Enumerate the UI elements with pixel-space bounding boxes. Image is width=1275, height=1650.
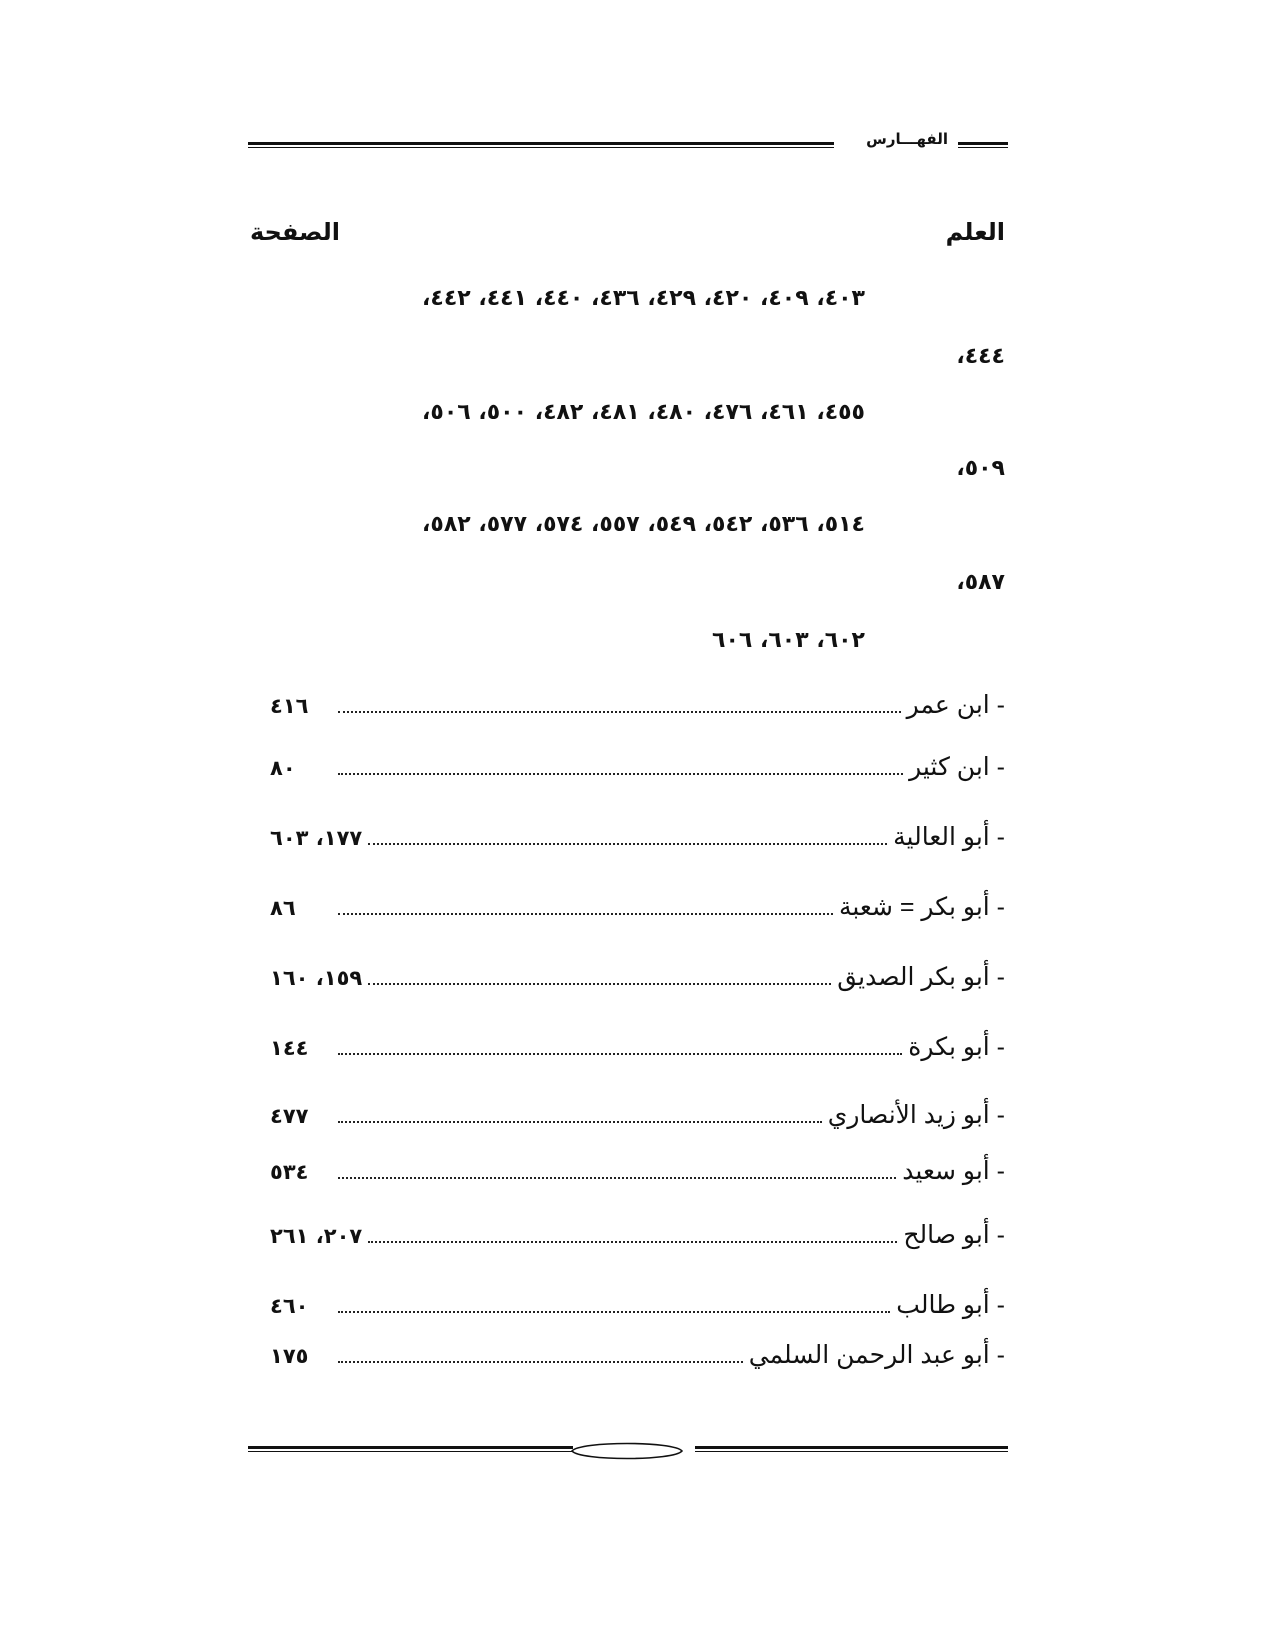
continuation-line: ٥١٤، ٥٣٦، ٥٤٢، ٥٤٩، ٥٥٧، ٥٧٤، ٥٧٧، ٥٨٢، [422, 512, 865, 537]
leader-dots [368, 843, 887, 845]
continuation-line: ٤٥٥، ٤٦١، ٤٧٦، ٤٨٠، ٤٨١، ٤٨٢، ٥٠٠، ٥٠٦، [422, 400, 865, 425]
page-number-oval [568, 1440, 686, 1462]
continuation-line: ٤٠٣، ٤٠٩، ٤٢٠، ٤٢٩، ٤٣٦، ٤٤٠، ٤٤١، ٤٤٢، [422, 286, 865, 311]
entry-pages: ١٧٥ [270, 1344, 309, 1368]
entry-name: - أبو بكر الصديق [837, 963, 1005, 991]
entry-pages: ٨٠ [270, 756, 296, 780]
index-entry [270, 1284, 1005, 1320]
index-entry [270, 816, 1005, 852]
page-column-heading: الصفحة [250, 218, 341, 246]
entry-pages: ١٧٧، ٦٠٣ [270, 826, 363, 850]
continuation-line: ٥٠٩، [956, 456, 1005, 481]
entry-pages: ١٥٩، ١٦٠ [270, 966, 363, 990]
leader-dots [338, 1121, 822, 1123]
leader-dots [338, 1361, 743, 1363]
index-entry [270, 1334, 1005, 1370]
entry-name: - أبو العالية [893, 823, 1005, 851]
entry-name: - أبو عبد الرحمن السلمي [748, 1341, 1005, 1369]
index-entry [270, 1150, 1005, 1186]
footer-ornament [248, 1440, 1008, 1464]
header-title: الفهـــارس [866, 130, 948, 148]
entry-name: - أبو بكرة [908, 1033, 1005, 1061]
continuation-line: ٥٨٧، [956, 570, 1005, 595]
entry-pages: ١٤٤ [270, 1036, 309, 1060]
header-rule-short [958, 142, 1008, 148]
index-entry [270, 684, 1005, 720]
entry-name: - أبو صالح [903, 1221, 1005, 1249]
entry-name: - ابن عمر [906, 691, 1005, 719]
leader-dots [338, 1311, 890, 1313]
leader-dots [368, 1241, 897, 1243]
name-column-heading: العلم [945, 218, 1005, 246]
leader-dots [338, 711, 901, 713]
index-entry [270, 956, 1005, 992]
index-entry [270, 1094, 1005, 1130]
entry-pages: ٤١٦ [270, 694, 309, 718]
index-entry [270, 746, 1005, 782]
footer-rule-left [248, 1446, 573, 1452]
entry-name: - أبو سعيد [902, 1157, 1005, 1185]
leader-dots [338, 773, 903, 775]
entry-name: - أبو طالب [896, 1291, 1005, 1319]
entry-pages: ٥٣٤ [270, 1160, 309, 1184]
entry-pages: ٨٦ [270, 896, 296, 920]
running-header [248, 132, 1008, 156]
entry-pages: ٤٧٧ [270, 1104, 309, 1128]
entry-pages: ٢٠٧، ٢٦١ [270, 1224, 363, 1248]
entry-name: - أبو زيد الأنصاري [827, 1101, 1005, 1129]
continuation-line: ٤٤٤، [956, 344, 1005, 369]
continuation-line: ٦٠٢، ٦٠٣، ٦٠٦ [712, 628, 865, 653]
header-rule [248, 142, 834, 148]
entry-name: - ابن كثير [909, 753, 1005, 781]
footer-rule-right [695, 1446, 1008, 1452]
entry-pages: ٤٦٠ [270, 1294, 309, 1318]
leader-dots [338, 1053, 902, 1055]
index-entry [270, 1214, 1005, 1250]
leader-dots [338, 1177, 896, 1179]
index-entry [270, 1026, 1005, 1062]
index-entry [270, 886, 1005, 922]
leader-dots [368, 983, 831, 985]
entry-name: - أبو بكر = شعبة [838, 893, 1005, 921]
leader-dots [338, 913, 833, 915]
